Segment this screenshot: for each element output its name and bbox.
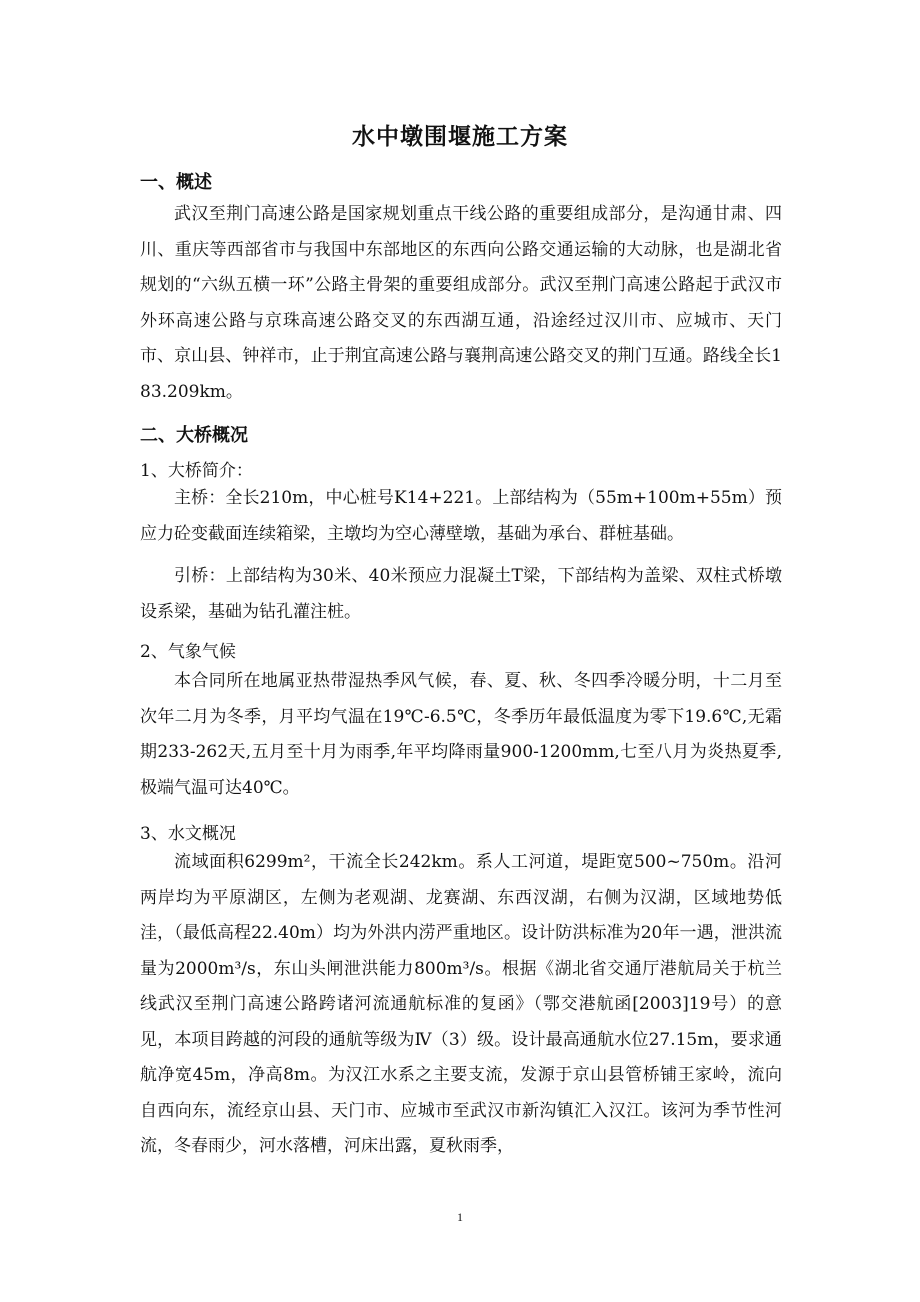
subsection-heading-climate: 2、气象气候 [140, 642, 236, 662]
page-number: 1 [457, 1210, 463, 1224]
subsection-heading-bridge-intro: 1、大桥简介： [140, 461, 253, 481]
section-heading-bridge: 二、大桥概况 [140, 425, 248, 446]
hydrology-paragraph: 流域面积6299m²，干流全长242km。系人工河道，堤距宽500~750m。沿河两岸均为平原湖区，左侧为老观湖、龙赛湖、东西汊湖，右侧为汉湖，区域地势低洼，（最低高程22.40m）均为外洪内涝严重地区。设计防洪标准为20年一遇，泄洪流量为2000m³/s，东山头闸泄洪能力800m³/s。根据《湖北省交通厅港航局关于杭兰线武汉至荆门高速公路跨诸河流通航标准的复函》（鄂交港航函[2003]19号）的意见，本项目跨越的河段的通航等级为Ⅳ（3）级。设计最高通航水位27.15m，要求通航净宽45m，净高8m。为汉江水系之主要支流，发源于京山县管桥铺王家岭，流向自西向东，流经京山县、天门市、应城市至武汉市新沟镇汇入汉江。该河为季节性河流，冬春雨少，河水落槽，河床出露，夏秋雨季， [140, 852, 782, 1156]
overview-paragraph: 武汉至荆门高速公路是国家规划重点干线公路的重要组成部分，是沟通甘肃、四川、重庆等西部省市与我国中东部地区的东西向公路交通运输的大动脉，也是湖北省规划的“六纵五横一环”公路主骨架的重要组成部分。武汉至荆门高速公路起于武汉市外环高速公路与京珠高速公路交叉的东西湖互通，沿途经过汉川市、应城市、天门市、京山县、钟祥市，止于荆宜高速公路与襄荆高速公路交叉的荆门互通。路线全长183.209km。 [140, 204, 782, 402]
page-title: 水中墩围堰施工方案 [352, 124, 568, 150]
approach-bridge-paragraph: 引桥：上部结构为30米、40米预应力混凝土T梁，下部结构为盖梁、双柱式桥墩设系梁，基础为钻孔灌注桩。 [140, 566, 782, 622]
main-bridge-paragraph: 主桥：全长210m，中心桩号K14+221。上部结构为（55m+100m+55m）预应力砼变截面连续箱梁，主墩均为空心薄壁墩，基础为承台、群桩基础。 [140, 488, 782, 544]
climate-paragraph: 本合同所在地属亚热带湿热季风气候，春、夏、秋、冬四季冷暖分明，十二月至次年二月为冬季，月平均气温在19℃-6.5℃，冬季历年最低温度为零下19.6℃,无霜期233-262天,五月至十月为雨季,年平均降雨量900-1200mm,七至八月为炎热夏季,极端气温可达40℃。 [140, 671, 782, 798]
subsection-heading-hydrology: 3、水文概况 [140, 824, 236, 844]
section-heading-overview: 一、概述 [140, 172, 212, 193]
